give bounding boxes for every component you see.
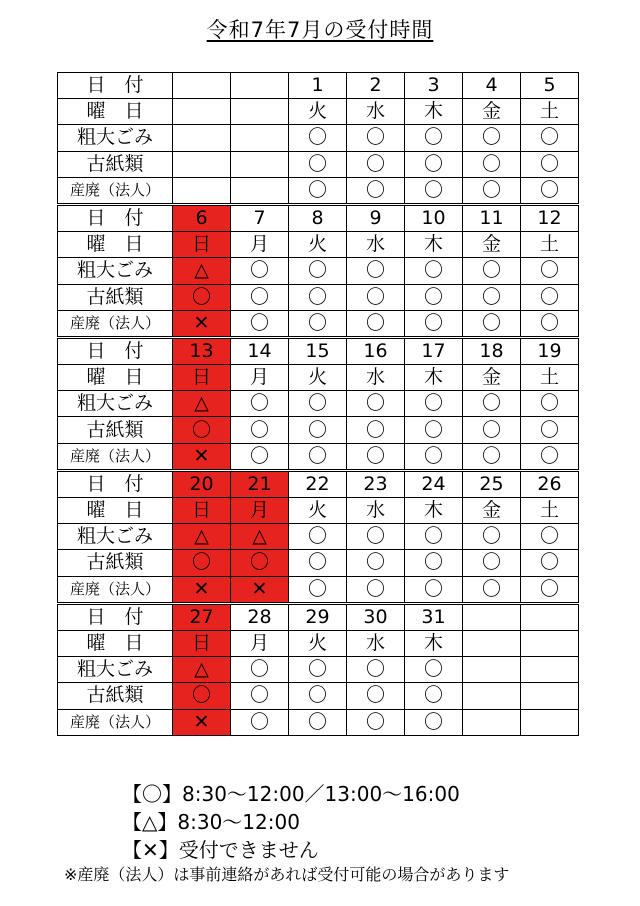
status-cell: ✕ — [173, 310, 231, 337]
status-cell: 〇 — [405, 576, 463, 603]
legend — [122, 780, 460, 864]
status-cell: 〇 — [289, 284, 347, 310]
date-cell — [231, 73, 289, 99]
status-cell: 〇 — [231, 417, 289, 443]
status-cell: 〇 — [405, 125, 463, 151]
weekday-cell — [521, 630, 579, 656]
weekday-cell: 火 — [289, 232, 347, 258]
week-3-weekday-row — [58, 365, 579, 391]
status-cell: 〇 — [289, 417, 347, 443]
status-cell: 〇 — [521, 524, 579, 550]
legend-text-closed: 受付できません — [178, 838, 319, 862]
date-cell: 9 — [347, 204, 405, 231]
legend-text-open: 8:30〜12:00／13:00〜16:00 — [182, 782, 460, 806]
week-1-weekday-row — [58, 99, 579, 125]
date-cell — [463, 603, 521, 630]
status-cell: △ — [231, 524, 289, 550]
legend-mark-morning: 【△】 — [122, 810, 178, 834]
week-1-industrial-waste-row — [58, 177, 579, 204]
row-label: 粗大ごみ — [58, 258, 173, 284]
week-4-bulky-waste-row — [58, 524, 579, 550]
date-cell: 7 — [231, 204, 289, 231]
status-cell: 〇 — [231, 310, 289, 337]
status-cell — [463, 709, 521, 735]
status-cell: 〇 — [405, 683, 463, 709]
row-label: 産廃（法人） — [58, 709, 173, 735]
status-cell: 〇 — [231, 258, 289, 284]
status-cell: 〇 — [405, 657, 463, 683]
status-cell — [173, 151, 231, 177]
status-cell: 〇 — [405, 391, 463, 417]
row-label: 日 付 — [58, 603, 173, 630]
row-label: 古紙類 — [58, 151, 173, 177]
status-cell: 〇 — [347, 177, 405, 204]
status-cell: 〇 — [289, 125, 347, 151]
row-label: 曜 日 — [58, 498, 173, 524]
legend-text-morning: 8:30〜12:00 — [177, 810, 300, 834]
status-cell: 〇 — [231, 443, 289, 470]
status-cell: 〇 — [521, 550, 579, 576]
status-cell: 〇 — [347, 258, 405, 284]
weekday-cell: 水 — [347, 99, 405, 125]
weekday-cell: 土 — [521, 99, 579, 125]
status-cell: 〇 — [289, 258, 347, 284]
date-cell — [173, 73, 231, 99]
row-label: 粗大ごみ — [58, 524, 173, 550]
date-cell: 16 — [347, 337, 405, 364]
row-label: 産廃（法人） — [58, 177, 173, 204]
week-3-industrial-waste-row — [58, 443, 579, 470]
weekday-cell — [173, 99, 231, 125]
date-cell: 29 — [289, 603, 347, 630]
status-cell: 〇 — [463, 125, 521, 151]
date-cell: 25 — [463, 470, 521, 497]
week-2-weekday-row — [58, 232, 579, 258]
status-cell: 〇 — [463, 284, 521, 310]
date-cell: 26 — [521, 470, 579, 497]
date-cell: 18 — [463, 337, 521, 364]
status-cell: ✕ — [173, 443, 231, 470]
status-cell: 〇 — [521, 576, 579, 603]
status-cell: 〇 — [405, 709, 463, 735]
status-cell: 〇 — [347, 310, 405, 337]
status-cell: 〇 — [463, 576, 521, 603]
reception-calendar-table — [57, 72, 579, 736]
weekday-cell: 火 — [289, 365, 347, 391]
weekday-cell: 日 — [173, 365, 231, 391]
status-cell — [521, 709, 579, 735]
week-3-date-row — [58, 337, 579, 364]
row-label: 古紙類 — [58, 417, 173, 443]
date-cell: 11 — [463, 204, 521, 231]
row-label: 日 付 — [58, 204, 173, 231]
status-cell: 〇 — [347, 391, 405, 417]
status-cell: 〇 — [231, 657, 289, 683]
status-cell: 〇 — [405, 524, 463, 550]
status-cell — [173, 177, 231, 204]
row-label: 曜 日 — [58, 232, 173, 258]
week-2-date-row — [58, 204, 579, 231]
status-cell: 〇 — [347, 417, 405, 443]
status-cell: 〇 — [347, 284, 405, 310]
status-cell: 〇 — [405, 310, 463, 337]
status-cell: 〇 — [347, 443, 405, 470]
status-cell: 〇 — [521, 258, 579, 284]
status-cell: 〇 — [405, 550, 463, 576]
status-cell: ✕ — [173, 576, 231, 603]
status-cell: 〇 — [231, 550, 289, 576]
legend-mark-closed: 【✕】 — [122, 838, 179, 862]
week-4-weekday-row — [58, 498, 579, 524]
weekday-cell: 水 — [347, 498, 405, 524]
weekday-cell: 土 — [521, 498, 579, 524]
weekday-cell: 金 — [463, 498, 521, 524]
status-cell — [173, 125, 231, 151]
status-cell: 〇 — [289, 709, 347, 735]
row-label: 曜 日 — [58, 365, 173, 391]
date-cell: 21 — [231, 470, 289, 497]
row-label: 日 付 — [58, 73, 173, 99]
date-cell: 3 — [405, 73, 463, 99]
date-cell: 28 — [231, 603, 289, 630]
status-cell: 〇 — [347, 576, 405, 603]
date-cell: 19 — [521, 337, 579, 364]
footnote: ※産廃（法人）は事前連絡があれば受付可能の場合があります — [64, 865, 510, 884]
weekday-cell: 火 — [289, 498, 347, 524]
status-cell: 〇 — [289, 550, 347, 576]
date-cell: 30 — [347, 603, 405, 630]
status-cell: 〇 — [405, 284, 463, 310]
row-label: 古紙類 — [58, 550, 173, 576]
status-cell: 〇 — [405, 177, 463, 204]
status-cell: 〇 — [463, 391, 521, 417]
weekday-cell: 月 — [231, 630, 289, 656]
status-cell: 〇 — [231, 709, 289, 735]
weekday-cell: 木 — [405, 232, 463, 258]
status-cell: △ — [173, 391, 231, 417]
status-cell: 〇 — [173, 683, 231, 709]
weekday-cell: 木 — [405, 99, 463, 125]
weekday-cell: 月 — [231, 232, 289, 258]
status-cell — [231, 125, 289, 151]
week-4-date-row — [58, 470, 579, 497]
status-cell: 〇 — [521, 125, 579, 151]
status-cell: 〇 — [405, 443, 463, 470]
week-5-weekday-row — [58, 630, 579, 656]
status-cell: ✕ — [231, 576, 289, 603]
status-cell: 〇 — [521, 151, 579, 177]
status-cell: 〇 — [347, 709, 405, 735]
row-label: 曜 日 — [58, 630, 173, 656]
weekday-cell: 水 — [347, 232, 405, 258]
status-cell: 〇 — [521, 417, 579, 443]
week-1-date-row — [58, 73, 579, 99]
status-cell — [463, 657, 521, 683]
status-cell: 〇 — [289, 443, 347, 470]
date-cell: 23 — [347, 470, 405, 497]
date-cell: 2 — [347, 73, 405, 99]
status-cell: 〇 — [347, 657, 405, 683]
row-label: 産廃（法人） — [58, 576, 173, 603]
status-cell: 〇 — [231, 284, 289, 310]
weekday-cell: 日 — [173, 630, 231, 656]
week-2-industrial-waste-row — [58, 310, 579, 337]
status-cell: 〇 — [463, 443, 521, 470]
weekday-cell: 月 — [231, 365, 289, 391]
status-cell: 〇 — [405, 258, 463, 284]
row-label: 日 付 — [58, 470, 173, 497]
status-cell: △ — [173, 258, 231, 284]
status-cell: 〇 — [347, 683, 405, 709]
date-cell: 14 — [231, 337, 289, 364]
weekday-cell: 火 — [289, 99, 347, 125]
week-4-paper-row — [58, 550, 579, 576]
status-cell — [231, 177, 289, 204]
status-cell — [231, 151, 289, 177]
weekday-cell — [231, 99, 289, 125]
weekday-cell — [463, 630, 521, 656]
status-cell: 〇 — [463, 151, 521, 177]
week-2-paper-row — [58, 284, 579, 310]
status-cell: 〇 — [289, 391, 347, 417]
status-cell: 〇 — [173, 417, 231, 443]
date-cell: 8 — [289, 204, 347, 231]
week-3-paper-row — [58, 417, 579, 443]
status-cell: 〇 — [231, 683, 289, 709]
status-cell: 〇 — [173, 284, 231, 310]
week-5-paper-row — [58, 683, 579, 709]
legend-row-morning — [122, 808, 460, 836]
weekday-cell: 木 — [405, 365, 463, 391]
row-label: 産廃（法人） — [58, 310, 173, 337]
row-label: 古紙類 — [58, 284, 173, 310]
weekday-cell: 水 — [347, 365, 405, 391]
status-cell: 〇 — [405, 417, 463, 443]
status-cell: 〇 — [405, 151, 463, 177]
status-cell: 〇 — [347, 125, 405, 151]
weekday-cell: 金 — [463, 99, 521, 125]
legend-row-closed — [122, 836, 460, 864]
weekday-cell: 木 — [405, 498, 463, 524]
date-cell: 10 — [405, 204, 463, 231]
weekday-cell: 金 — [463, 232, 521, 258]
status-cell: 〇 — [289, 524, 347, 550]
date-cell — [521, 603, 579, 630]
date-cell: 4 — [463, 73, 521, 99]
week-1-paper-row — [58, 151, 579, 177]
week-3-bulky-waste-row — [58, 391, 579, 417]
week-5-date-row — [58, 603, 579, 630]
status-cell: △ — [173, 657, 231, 683]
date-cell: 15 — [289, 337, 347, 364]
weekday-cell: 土 — [521, 365, 579, 391]
status-cell: 〇 — [347, 524, 405, 550]
status-cell: 〇 — [521, 310, 579, 337]
status-cell: ✕ — [173, 709, 231, 735]
weekday-cell: 日 — [173, 232, 231, 258]
legend-row-open — [122, 780, 460, 808]
date-cell: 22 — [289, 470, 347, 497]
row-label: 曜 日 — [58, 99, 173, 125]
date-cell: 12 — [521, 204, 579, 231]
status-cell: 〇 — [521, 443, 579, 470]
status-cell: 〇 — [231, 391, 289, 417]
week-1-bulky-waste-row — [58, 125, 579, 151]
status-cell: 〇 — [463, 524, 521, 550]
status-cell: 〇 — [289, 683, 347, 709]
status-cell: 〇 — [289, 657, 347, 683]
status-cell: 〇 — [289, 576, 347, 603]
date-cell: 1 — [289, 73, 347, 99]
status-cell: 〇 — [463, 417, 521, 443]
status-cell: 〇 — [463, 258, 521, 284]
status-cell — [521, 683, 579, 709]
status-cell: 〇 — [289, 151, 347, 177]
date-cell: 20 — [173, 470, 231, 497]
page-title: 令和7年7月の受付時間 — [206, 18, 434, 42]
legend-mark-open: 【〇】 — [122, 782, 182, 806]
status-cell: 〇 — [463, 310, 521, 337]
status-cell: 〇 — [347, 550, 405, 576]
row-label: 産廃（法人） — [58, 443, 173, 470]
weekday-cell: 火 — [289, 630, 347, 656]
date-cell: 5 — [521, 73, 579, 99]
status-cell: 〇 — [521, 284, 579, 310]
status-cell: 〇 — [173, 550, 231, 576]
status-cell: 〇 — [289, 177, 347, 204]
status-cell — [521, 657, 579, 683]
weekday-cell: 土 — [521, 232, 579, 258]
date-cell: 24 — [405, 470, 463, 497]
row-label: 古紙類 — [58, 683, 173, 709]
date-cell: 27 — [173, 603, 231, 630]
row-label: 粗大ごみ — [58, 391, 173, 417]
date-cell: 17 — [405, 337, 463, 364]
date-cell: 6 — [173, 204, 231, 231]
weekday-cell: 月 — [231, 498, 289, 524]
weekday-cell: 水 — [347, 630, 405, 656]
status-cell — [463, 683, 521, 709]
status-cell: 〇 — [521, 391, 579, 417]
status-cell: 〇 — [347, 151, 405, 177]
weekday-cell: 金 — [463, 365, 521, 391]
weekday-cell: 日 — [173, 498, 231, 524]
status-cell: 〇 — [463, 550, 521, 576]
week-5-bulky-waste-row — [58, 657, 579, 683]
status-cell: △ — [173, 524, 231, 550]
row-label: 粗大ごみ — [58, 657, 173, 683]
row-label: 粗大ごみ — [58, 125, 173, 151]
row-label: 日 付 — [58, 337, 173, 364]
week-5-industrial-waste-row — [58, 709, 579, 735]
weekday-cell: 木 — [405, 630, 463, 656]
week-4-industrial-waste-row — [58, 576, 579, 603]
date-cell: 13 — [173, 337, 231, 364]
date-cell: 31 — [405, 603, 463, 630]
status-cell: 〇 — [463, 177, 521, 204]
status-cell: 〇 — [289, 310, 347, 337]
week-2-bulky-waste-row — [58, 258, 579, 284]
status-cell: 〇 — [521, 177, 579, 204]
